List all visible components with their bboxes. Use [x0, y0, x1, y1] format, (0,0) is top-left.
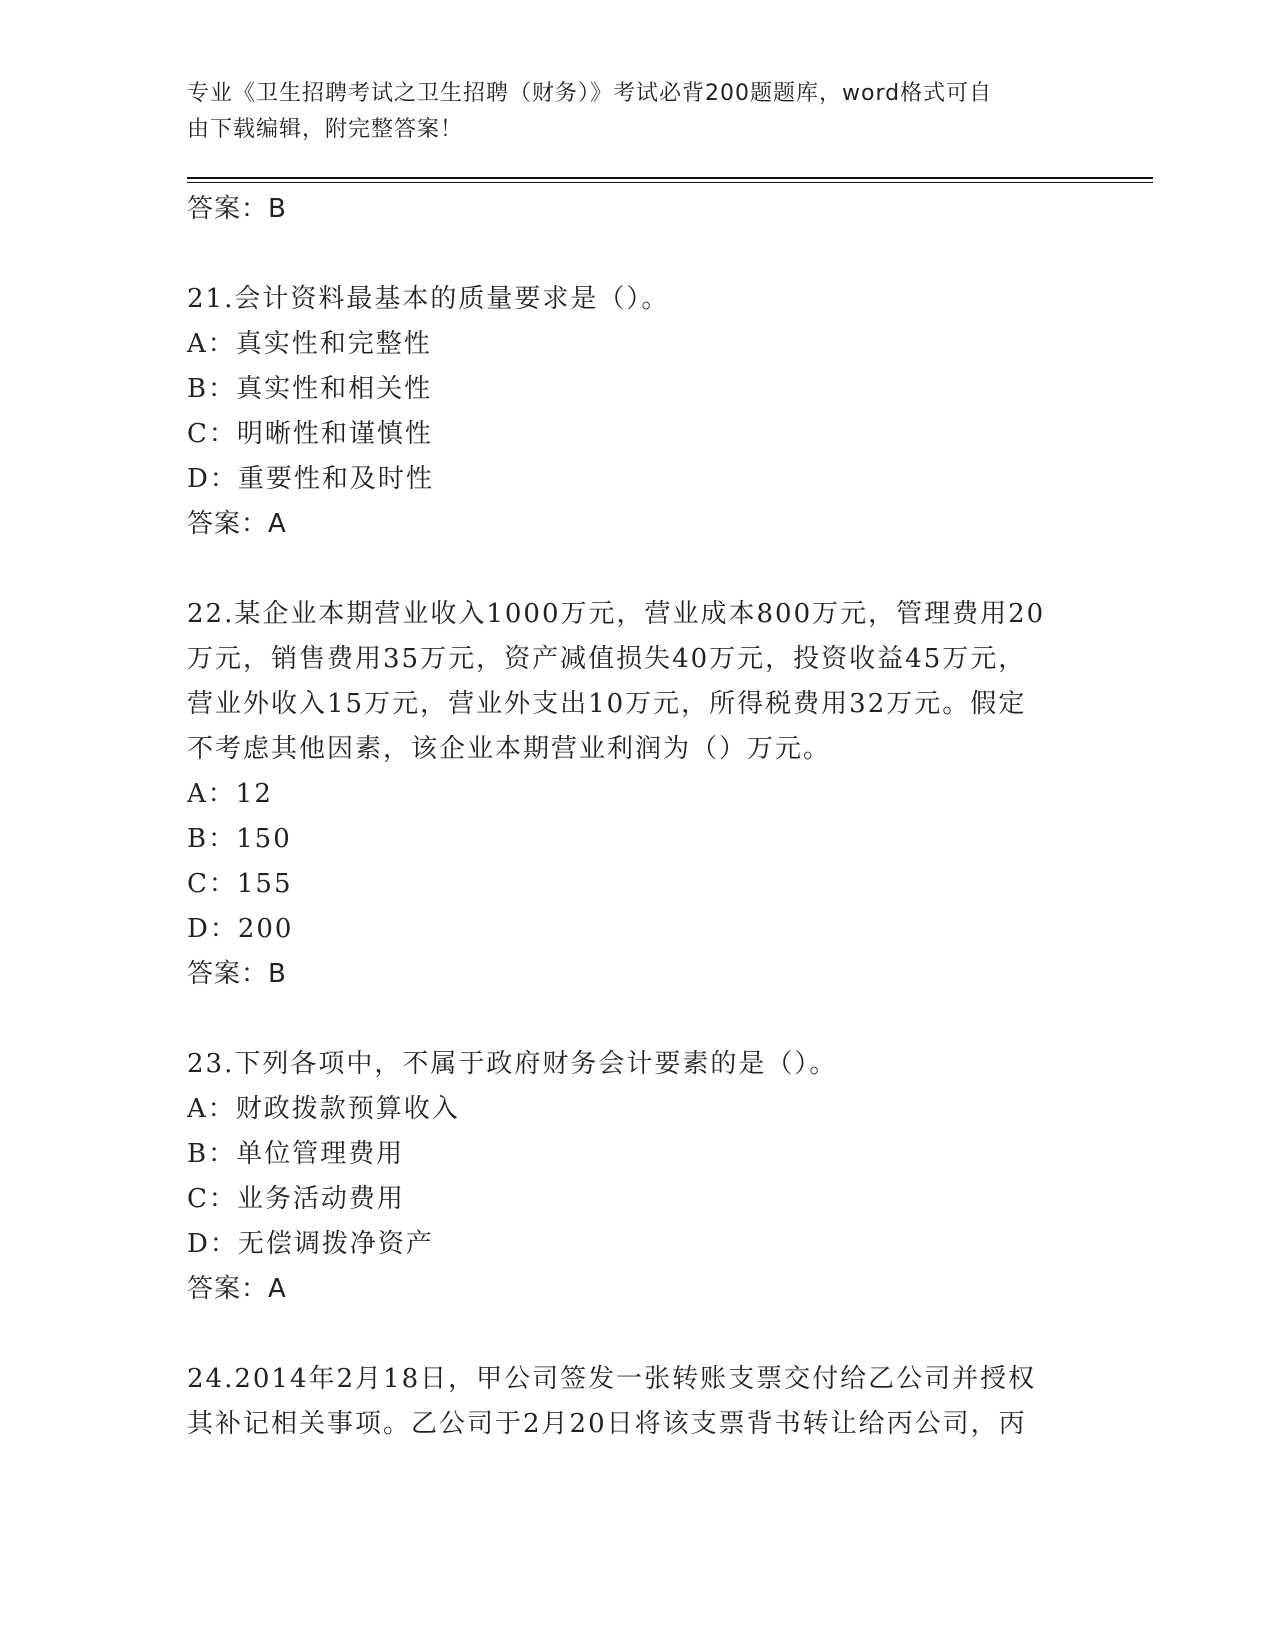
question-21-option-a: A：真实性和完整性 — [187, 329, 432, 359]
question-21-answer: 答案：A — [187, 509, 287, 539]
question-23-option-b: B：单位管理费用 — [187, 1139, 405, 1169]
question-24-stem-line-2: 其补记相关事项。乙公司于2月20日将该支票背书转让给丙公司，丙 — [187, 1409, 1027, 1439]
question-23-stem: 23.下列各项中，不属于政府财务会计要素的是（）。 — [187, 1049, 838, 1079]
question-23-option-c: C：业务活动费用 — [187, 1184, 405, 1214]
header-divider-thin — [187, 182, 1153, 183]
header-divider-thick — [187, 177, 1153, 179]
question-24-stem-line-1: 24.2014年2月18日，甲公司签发一张转账支票交付给乙公司并授权 — [187, 1364, 1037, 1394]
question-21-option-b: B：真实性和相关性 — [187, 374, 433, 404]
document-header — [187, 76, 1067, 148]
question-22-stem-line-2: 万元，销售费用35万元，资产减值损失40万元，投资收益45万元， — [187, 644, 1027, 674]
question-22-stem-line-3: 营业外收入15万元，营业外支出10万元，所得税费用32万元。假定 — [187, 689, 1027, 719]
question-22-stem-line-4: 不考虑其他因素，该企业本期营业利润为（）万元。 — [187, 734, 832, 764]
previous-answer: 答案：B — [187, 194, 287, 224]
question-23-option-d: D：无偿调拨净资产 — [187, 1229, 434, 1259]
question-22-option-d: D：200 — [187, 914, 294, 944]
question-21-stem: 21.会计资料最基本的质量要求是（）。 — [187, 284, 670, 314]
header-line-1: 专业《卫生招聘考试之卫生招聘（财务）》考试必背200题题库，word格式可自 — [187, 81, 993, 106]
question-22-option-a: A：12 — [187, 779, 273, 809]
question-23-answer: 答案：A — [187, 1274, 287, 1304]
question-22-answer: 答案：B — [187, 959, 287, 989]
question-22-option-b: B：150 — [187, 824, 292, 854]
question-22-option-c: C：155 — [187, 869, 293, 899]
question-21-option-d: D：重要性和及时性 — [187, 464, 434, 494]
question-21-option-c: C：明晰性和谨慎性 — [187, 419, 433, 449]
question-23-option-a: A：财政拨款预算收入 — [187, 1094, 460, 1124]
header-line-2: 由下载编辑，附完整答案！ — [187, 117, 464, 142]
question-22-stem-line-1: 22.某企业本期营业收入1000万元，营业成本800万元，管理费用20 — [187, 599, 1046, 629]
